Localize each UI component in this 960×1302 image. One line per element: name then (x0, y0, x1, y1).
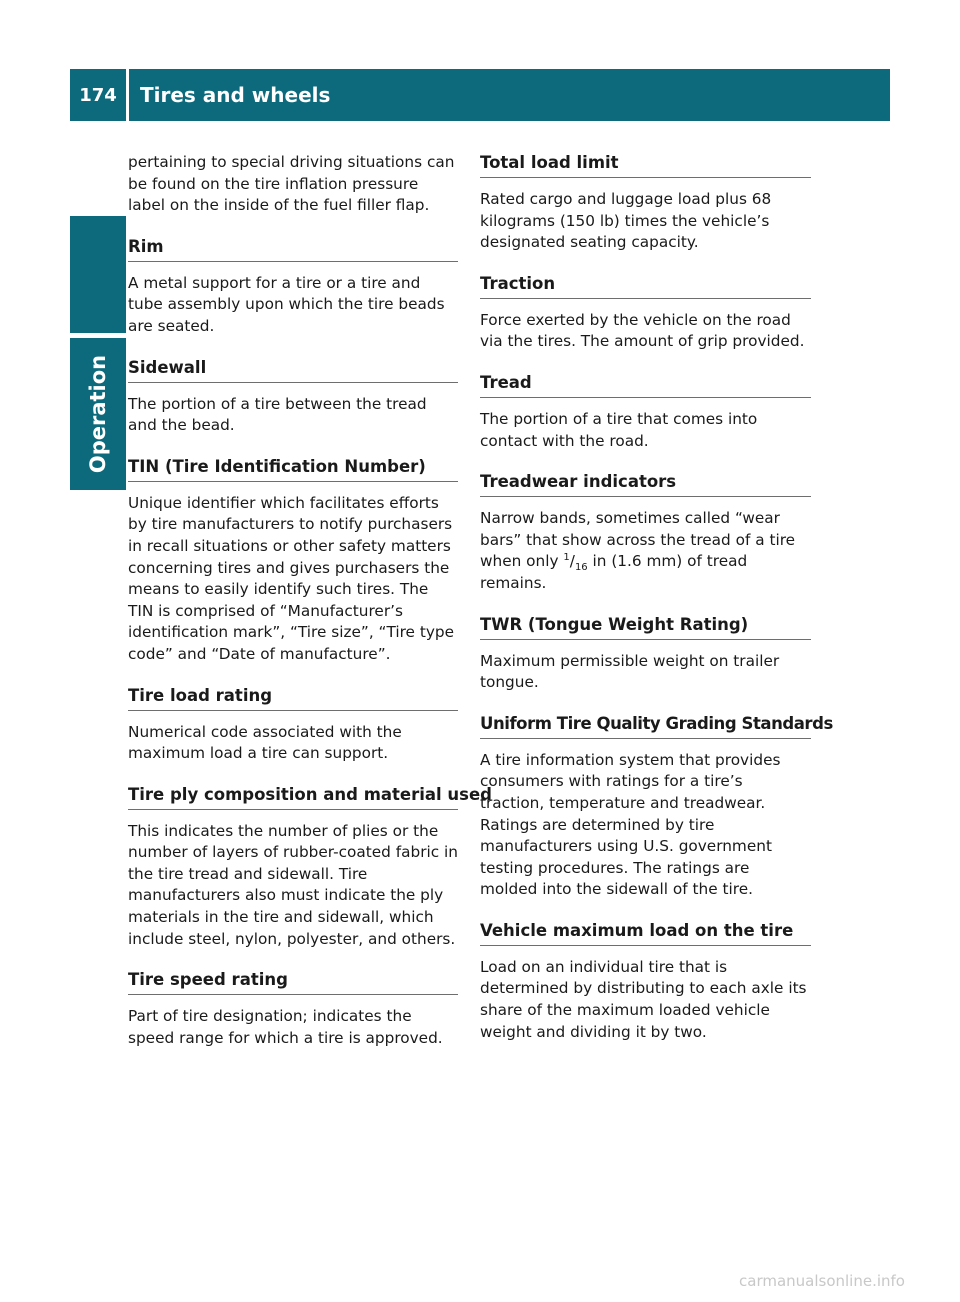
term-vehicle-max-load: Vehicle maximum load on the tire (480, 920, 811, 946)
term-tire-speed-rating: Tire speed rating (128, 969, 458, 995)
definition-traction: Force exerted by the vehicle on the road via the tires. The amount of grip provided. (480, 310, 805, 351)
term-tin: TIN (Tire Identification Number) (128, 456, 458, 482)
definition-utqgs: A tire information system that provides consumers with ratings for a tire’s traction, temperature and treadwear. Ratings are determined by tire manufacturers using U.S. government testing procedures. The ratings are molded into the sidewall of the tire. (480, 750, 781, 899)
term-tire-load-rating: Tire load rating (128, 685, 458, 711)
term-rim: Rim (128, 236, 458, 262)
definition-tire-load-rating: Numerical code associated with the maximum load a tire can support. (128, 722, 402, 763)
term-twr: TWR (Tongue Weight Rating) (480, 614, 811, 640)
footer-watermark: carmanualsonline.info (739, 1272, 905, 1290)
definition-treadwear-text-before: Narrow bands, sometimes called “wear bars” that show across the tread of a tire when only (480, 509, 796, 571)
definition-vehicle-max-load: Load on an individual tire that is determined by distributing to each axle its share of the maximum loaded vehicle weight and dividing it by two. (480, 957, 807, 1041)
page-title: Tires and wheels (140, 83, 331, 107)
fraction-numerator: 1 (563, 552, 570, 564)
intro-paragraph: pertaining to special driving situations can be found on the tire inflation pressure label on the inside of the fuel filler flap. (128, 153, 455, 215)
fraction-denominator: 16 (574, 562, 588, 574)
term-sidewall: Sidewall (128, 357, 458, 383)
definition-tire-ply-composition: This indicates the number of plies or the number of layers of rubber-coated fabric in the tire tread and sidewall. Tire manufacturers also must indicate the ply materials in the tire and sidewall, which include steel, nylon, polyester, and others. (128, 821, 458, 948)
definition-tread: The portion of a tire that comes into contact with the road. (480, 409, 758, 450)
definition-rim: A metal support for a tire or a tire and tube assembly upon which the tire beads are seated. (128, 273, 445, 335)
term-tire-ply-composition: Tire ply composition and material used (128, 784, 458, 810)
fraction-slash: / (569, 552, 575, 571)
term-total-load-limit: Total load limit (480, 152, 811, 178)
term-tread: Tread (480, 372, 811, 398)
definition-treadwear-text-after: in (1.6 mm) of tread remains. (480, 552, 748, 592)
section-tab-label: Operation (86, 354, 110, 474)
definition-twr: Maximum permissible weight on trailer tongue. (480, 651, 780, 692)
page-number: 174 (79, 84, 117, 106)
definition-tin: Unique identifier which facilitates efforts by tire manufacturers to notify purchasers in recall situations or other safety matters concerning tires and gives purchasers the means to easily identify such tires. The TIN is comprised of “Manufacturer’s identification mark”, “Tire size”, “Tire type code” and “Date of manufacture”. (128, 493, 454, 663)
definition-treadwear-indicators (480, 508, 811, 594)
term-utqgs: Uniform Tire Quality Grading Standards (480, 713, 811, 739)
left-column (128, 152, 492, 1049)
section-tab (70, 338, 126, 490)
definition-sidewall: The portion of a tire between the tread and the bead. (128, 394, 427, 435)
term-traction: Traction (480, 273, 811, 299)
header-divider (126, 69, 129, 121)
definition-total-load-limit: Rated cargo and luggage load plus 68 kilograms (150 lb) times the vehicle’s designated seating capacity. (480, 190, 772, 252)
term-treadwear-indicators: Treadwear indicators (480, 471, 811, 497)
definition-tire-speed-rating: Part of tire designation; indicates the speed range for which a tire is approved. (128, 1007, 443, 1047)
right-column (480, 152, 833, 1043)
side-block (70, 216, 126, 333)
